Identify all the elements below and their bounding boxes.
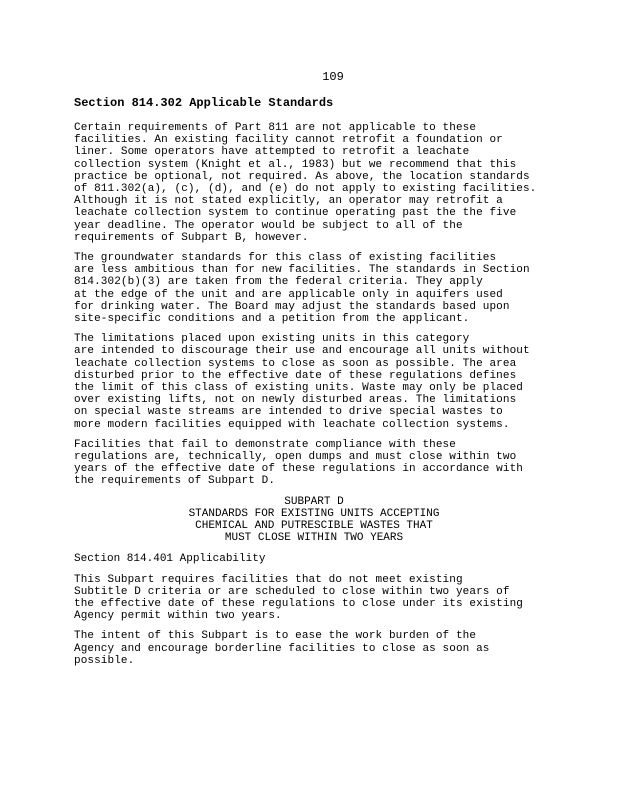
text-line: Although it is not stated explicitly, an operator may retrofit a [74,195,503,208]
text-line: facilities. An existing facility cannot retrofit a foundation or [74,134,503,147]
text-line: over existing lifts, not on newly disturbed areas. The limitations [74,394,517,407]
text-line: of 811.302(a), (c), (d), and (e) do not apply to existing facilities. [74,183,537,196]
section-heading-814-401: Section 814.401 Applicability [74,552,266,565]
text-line: This Subpart requires facilities that do not meet existing [74,573,463,586]
paragraph-6 [74,630,554,667]
text-line: Agency and encourage borderline facilities to close as soon as [74,642,490,655]
text-line: SUBPART D [284,495,344,508]
text-line: The limitations placed upon existing units in this category [74,333,470,346]
text-line: site-specific conditions and a petition from the applicant. [74,313,470,326]
paragraph-4 [74,439,554,488]
text-line: disturbed prior to the effective date of these regulations defines [74,369,517,382]
text-line: at the edge of the unit and are applicable only in aquifers used [74,288,503,301]
text-line: liner. Some operators have attempted to retrofit a leachate [74,146,470,159]
text-line: the requirements of Subpart D. [74,475,276,488]
text-line: The intent of this Subpart is to ease the work burden of the [74,630,477,643]
document-page [74,70,554,675]
text-line: 814.302(b)(3) are taken from the federal criteria. They apply [74,276,483,289]
text-line: Facilities that fail to demonstrate compliance with these [74,438,456,451]
text-line: years of the effective date of these regulations in accordance with [74,463,523,476]
page-number: 109 [322,70,344,84]
text-line: are less ambitious than for new facilities. The standards in Section [74,264,530,277]
text-line: are intended to discourage their use and encourage all units without [74,345,530,358]
text-line: Agency permit within two years. [74,610,282,623]
section-heading-814-302: Section 814.302 Applicable Standards [74,96,334,110]
text-line: for drinking water. The Board may adjust the standards based upon [74,300,510,313]
text-line: year deadline. The operator would be subject to all of the [74,219,463,232]
text-line: leachate collection systems to close as soon as possible. The area [74,357,517,370]
text-line: MUST CLOSE WITHIN TWO YEARS [224,532,404,545]
text-line: regulations are, technically, open dumps and must close within two [74,451,517,464]
paragraph-5 [74,574,554,623]
text-line: collection system (Knight et al., 1983) but we recommend that this [74,158,517,171]
text-line: The groundwater standards for this class of existing facilities [74,252,497,265]
paragraph-3 [74,333,554,431]
text-line: Subtitle D criteria or are scheduled to close within two years of [74,585,510,598]
text-line: the effective date of these regulations to close under its existing [74,597,523,610]
paragraph-1 [74,122,554,244]
text-line: more modern facilities equipped with leachate collection systems. [74,418,510,431]
subpart-d-title [74,496,554,545]
text-line: the limit of this class of existing units. Waste may only be placed [74,382,523,395]
text-line: STANDARDS FOR EXISTING UNITS ACCEPTING [188,507,440,520]
text-line: Certain requirements of Part 811 are not applicable to these [74,122,477,134]
text-line: practice be optional, not required. As above, the location standards [74,170,530,183]
text-line: requirements of Subpart B, however. [74,231,309,244]
text-line: CHEMICAL AND PUTRESCIBLE WASTES THAT [195,520,433,533]
text-line: on special waste streams are intended to drive special wastes to [74,406,503,419]
text-line: leachate collection system to continue operating past the the five [74,207,517,220]
paragraph-2 [74,252,554,325]
text-line: possible. [74,654,135,667]
